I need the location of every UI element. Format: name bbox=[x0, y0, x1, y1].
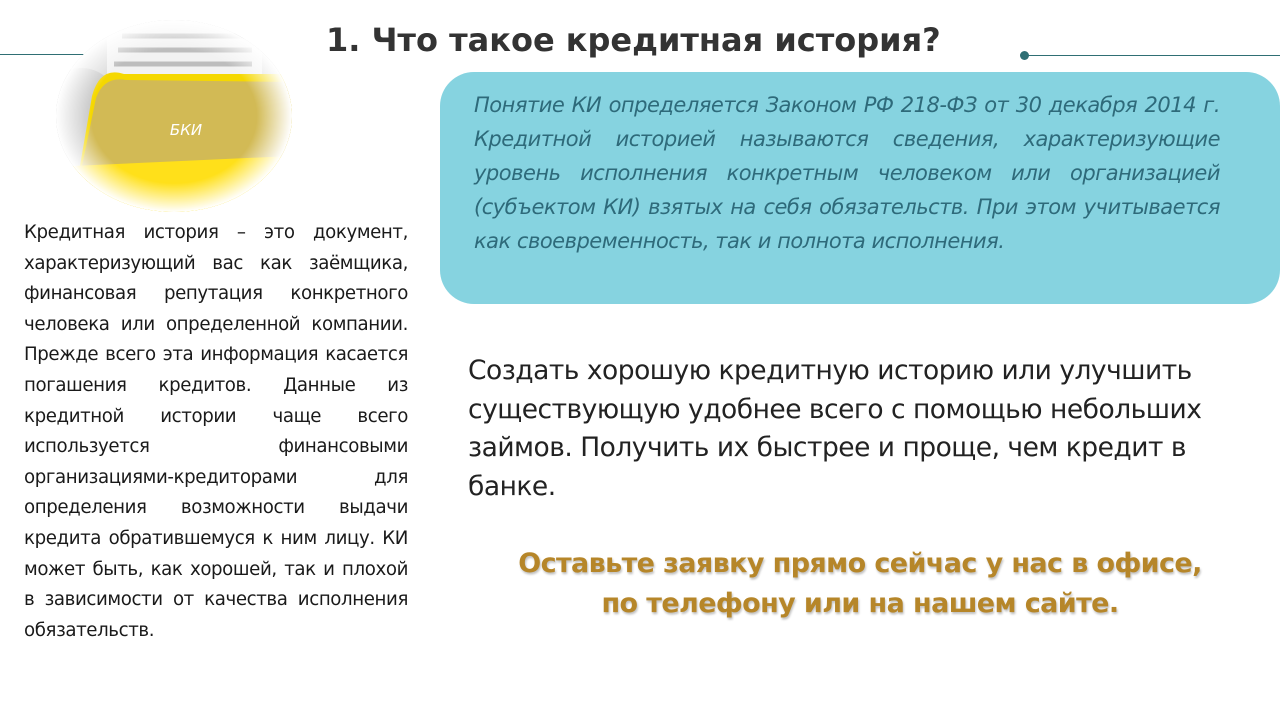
title-rule-right bbox=[1024, 55, 1280, 56]
call-to-action bbox=[470, 544, 1250, 624]
law-info-box bbox=[440, 72, 1280, 304]
slide-title: 1. Что такое кредитная история? bbox=[326, 21, 941, 59]
credit-history-definition: Кредитная история – это документ, характеризующий вас как заёмщика, финансовая репутация конкретного человека или определенной компании. Прежде всего эта информация касается погашения кредитов. Данные из кредитной истории чаще всего используется финансовыми организациями-кредиторами для определения возможности выдачи кредита обратившемуся к ним лицу. КИ может быть, как хорошей, так и плохой в зависимости от качества исполнения обязательств. bbox=[24, 222, 408, 641]
folder-documents-icon bbox=[52, 16, 292, 212]
call-to-action-line-2: по телефону или на нашем сайте. bbox=[601, 588, 1119, 619]
improve-credit-text: Создать хорошую кредитную историю или улучшить существующую удобнее всего с помощью небольших займов. Получить их быстрее и проще, чем кредит в банке. bbox=[468, 355, 1202, 502]
law-info-text: Понятие КИ определяется Законом РФ 218-ФЗ от 30 декабря 2014 г. Кредитной историей называются сведения, характеризующие уровень исполнения конкретным человеком или организацией (субъектом КИ) взятых на себя обязательств. При этом учитывается как своевременность, так и полнота исполнения. bbox=[474, 93, 1220, 253]
folder-label: БКИ bbox=[169, 121, 203, 139]
call-to-action-line-1: Оставьте заявку прямо сейчас у нас в офисе, bbox=[518, 548, 1202, 579]
title-rule-dot bbox=[1020, 51, 1029, 60]
